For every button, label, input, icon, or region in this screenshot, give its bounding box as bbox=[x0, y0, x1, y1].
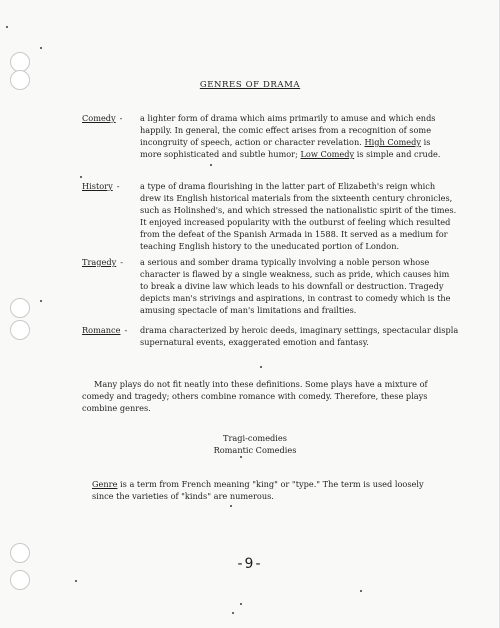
high-comedy-term: High Comedy bbox=[364, 137, 422, 147]
term-label: Tragedy - bbox=[82, 257, 123, 267]
definition-text: a lighter form of drama which aims primarily to amuse and which ends happily. In general, the comic effect arises from a recognition of some incongruity of speech, action or character revelation. High Comedy is more sophisticated and subtle humor; Low Comedy is simple and crude. bbox=[140, 113, 441, 159]
term-label: Romance - bbox=[82, 325, 128, 335]
mixed-genres-list bbox=[0, 432, 500, 456]
genre-term: Genre bbox=[92, 479, 118, 489]
scan-speck bbox=[240, 456, 242, 458]
scan-speck bbox=[210, 164, 212, 166]
definition-history bbox=[82, 180, 472, 252]
binder-hole bbox=[10, 570, 30, 590]
definition-romance bbox=[82, 324, 472, 348]
scan-speck bbox=[360, 590, 362, 592]
list-item: Romantic Comedies bbox=[213, 445, 297, 455]
scan-speck bbox=[80, 176, 82, 178]
scan-speck bbox=[230, 505, 232, 507]
page-number: -9- bbox=[237, 556, 263, 572]
binder-hole bbox=[10, 52, 30, 72]
term-label: Comedy - bbox=[82, 113, 123, 123]
page-title: GENRES OF DRAMA bbox=[199, 80, 301, 90]
scan-speck bbox=[240, 603, 242, 605]
scan-speck bbox=[6, 26, 8, 28]
scan-speck bbox=[75, 580, 77, 582]
scan-speck bbox=[260, 366, 262, 368]
definition-text: drama characterized by heroic deeds, imaginary settings, spectacular displa supernatural events, exaggerated emotion and fantasy. bbox=[140, 325, 459, 347]
binder-hole bbox=[10, 298, 30, 318]
scan-speck bbox=[232, 612, 234, 614]
definition-text: a type of drama flourishing in the latter part of Elizabeth's reign which drew its English historical materials from the sixteenth century chronicles, such as Holinshed's, and which stressed the nationalistic spirit of the times. It enjoyed increased popularity with the outburst of feeling which resulted from the defeat of the Spanish Armada in 1588. It served as a medium for teaching English history to the uneducated portion of London. bbox=[140, 181, 457, 251]
definition-text: a serious and somber drama typically involving a noble person whose character is flawed by a single weakness, such as pride, which causes him to break a divine law which leads to his downfall or destruction. Tragedy depicts man's strivings and aspirations, in contrast to comedy which is the amusing spectacle of man's limitations and frailties. bbox=[140, 257, 451, 315]
definition-comedy bbox=[82, 112, 472, 160]
scan-speck bbox=[40, 47, 42, 49]
definition-tragedy bbox=[82, 256, 472, 316]
genre-definition: Genre is a term from French meaning "king" or "type." The term is used loosely since the varieties of "kinds" are numerous. bbox=[92, 479, 424, 501]
genres-paragraph: Many plays do not fit neatly into these definitions. Some plays have a mixture of comedy and tragedy; others combine romance with comedy. Therefore, these plays combine genres. bbox=[82, 379, 428, 413]
binder-hole bbox=[10, 320, 30, 340]
list-item: Tragi-comedies bbox=[223, 433, 287, 443]
low-comedy-term: Low Comedy bbox=[300, 149, 355, 159]
scan-speck bbox=[40, 300, 42, 302]
term-label: History - bbox=[82, 181, 120, 191]
